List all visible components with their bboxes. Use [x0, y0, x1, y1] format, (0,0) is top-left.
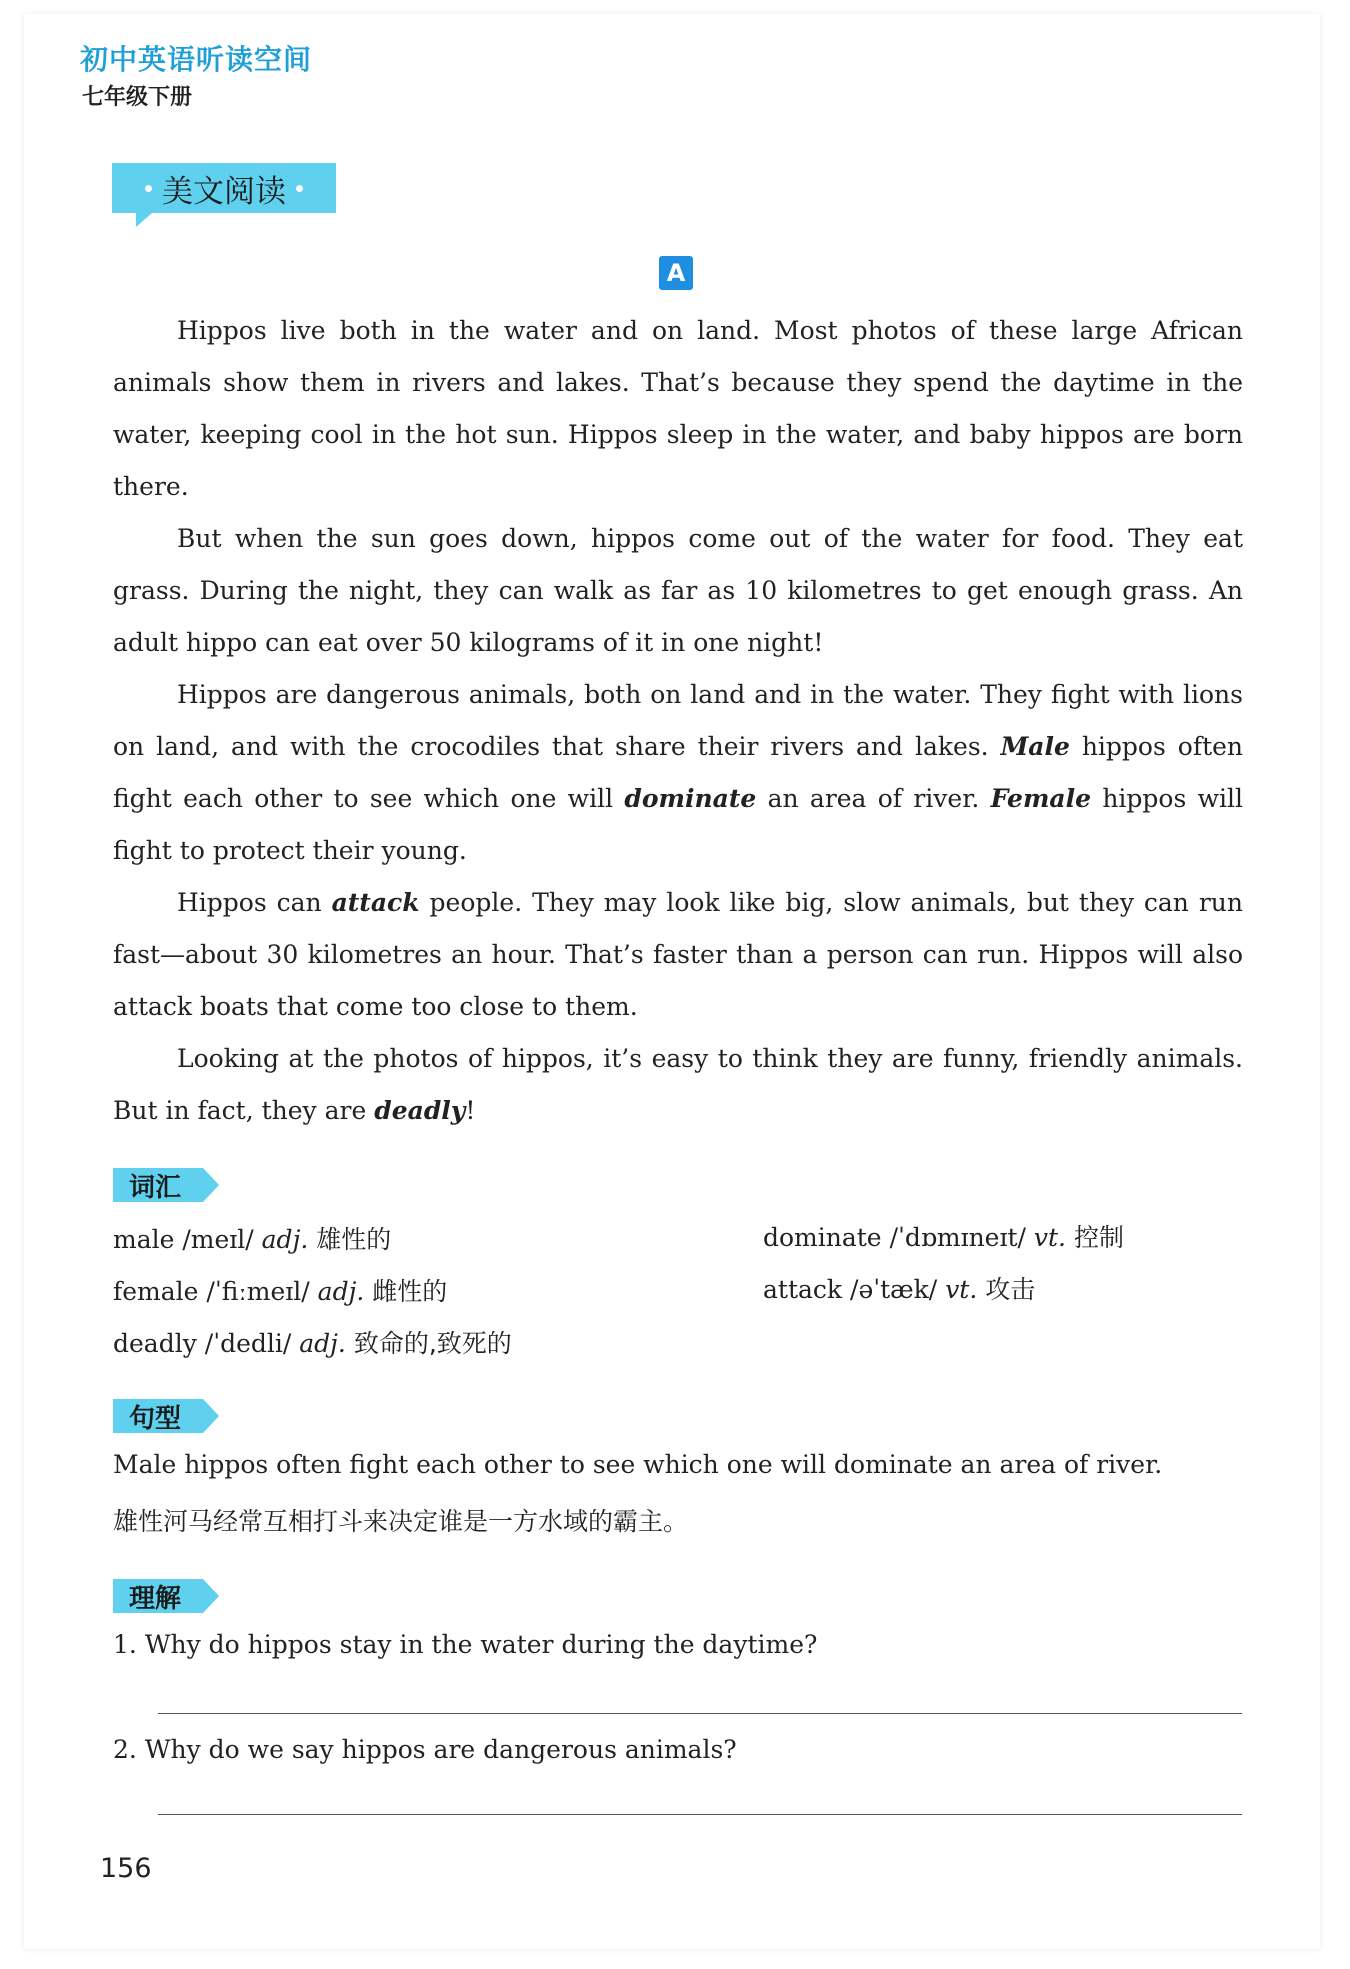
- vocab-word: deadly: [113, 1329, 197, 1358]
- text-span: Looking at the photos of hippos, it’s easy to think they are funny, friendly animals. But in fact, they are: [113, 1044, 1243, 1125]
- text-span: !: [465, 1096, 476, 1125]
- vocab-word: male: [113, 1225, 175, 1254]
- tag-arrow: [203, 1579, 219, 1613]
- question-number: 2.: [113, 1735, 137, 1764]
- text-span: hippos will fight to protect their young.: [113, 784, 1243, 865]
- banner-tail: [136, 213, 152, 227]
- keyword-male: Male: [1000, 732, 1070, 761]
- answer-line-2[interactable]: [158, 1814, 1242, 1815]
- paragraph-5: [113, 1033, 1243, 1137]
- vocab-item-attack: [763, 1270, 1035, 1306]
- vocab-phonetic: /meɪl/: [182, 1225, 254, 1254]
- vocab-meaning: 雄性的: [316, 1225, 392, 1254]
- section-title: 美文阅读: [162, 173, 286, 210]
- page-number: 156: [100, 1853, 152, 1884]
- vocab-phonetic: /ˈdedli/: [204, 1329, 292, 1358]
- question-text: Why do hippos stay in the water during the daytime?: [144, 1630, 818, 1659]
- vocab-word: female: [113, 1277, 199, 1306]
- keyword-female: Female: [990, 784, 1092, 813]
- vocab-meaning: 致命的,致死的: [353, 1329, 512, 1358]
- keyword-dominate: dominate: [624, 784, 757, 813]
- comprehension-label: 理解: [113, 1579, 203, 1613]
- text-span: Hippos can: [177, 888, 322, 917]
- answer-line-1[interactable]: [158, 1713, 1242, 1714]
- vocab-item-female: [113, 1272, 447, 1308]
- text-span: people. They may look like big, slow animals, but they can run fast—about 30 kilometres an hour. That’s faster than a person can run. Hippos will also attack boats that come too close to them.: [113, 888, 1243, 1021]
- vocab-item-deadly: [113, 1324, 512, 1360]
- vocab-word: dominate: [763, 1223, 882, 1252]
- vocab-pos: adj.: [261, 1225, 309, 1254]
- paragraph-3: [113, 669, 1243, 877]
- vocabulary-label: 词汇: [113, 1168, 203, 1202]
- grade-label: 七年级下册: [82, 84, 193, 110]
- comprehension-tag: [113, 1579, 221, 1613]
- vocab-phonetic: /əˈtæk/: [850, 1275, 938, 1304]
- vocab-word: attack: [763, 1275, 843, 1304]
- question-number: 1.: [113, 1630, 137, 1659]
- keyword-attack: attack: [331, 888, 420, 917]
- section-banner: [112, 163, 336, 213]
- sentence-chinese: 雄性河马经常互相打斗来决定谁是一方水域的霸主。: [113, 1507, 689, 1536]
- text-span: hippos often fight each other to see which one will: [113, 732, 1244, 813]
- keyword-deadly: deadly: [374, 1096, 466, 1125]
- sentence-pattern-label: 句型: [113, 1399, 203, 1433]
- question-text: Why do we say hippos are dangerous animals?: [144, 1735, 737, 1764]
- tag-arrow: [203, 1399, 219, 1433]
- text-span: Hippos are dangerous animals, both on land and in the water. They fight with lions on land, and with the crocodiles that share their rivers and lakes.: [113, 680, 1243, 761]
- paragraph-4: [113, 877, 1243, 1033]
- vocab-pos: vt.: [945, 1275, 978, 1304]
- paragraph-2: But when the sun goes down, hippos come out of the water for food. They eat grass. During the night, they can walk as far as 10 kilometres to get enough grass. An adult hippo can eat over 50 kilograms of it in one night!: [113, 524, 1243, 657]
- vocab-item-dominate: [763, 1218, 1124, 1254]
- vocab-item-male: [113, 1220, 391, 1256]
- vocab-meaning: 控制: [1073, 1223, 1124, 1252]
- article: [113, 305, 1243, 1137]
- tag-arrow: [203, 1168, 219, 1202]
- vocab-meaning: 雌性的: [372, 1277, 448, 1306]
- text-span: an area of river.: [767, 784, 980, 813]
- vocab-pos: vt.: [1033, 1223, 1067, 1252]
- sentence-english: Male hippos often fight each other to see which one will dominate an area of river.: [113, 1450, 1163, 1479]
- vocab-meaning: 攻击: [985, 1275, 1036, 1304]
- vocabulary-tag: [113, 1168, 221, 1202]
- paragraph-1: Hippos live both in the water and on land. Most photos of these large African animals show them in rivers and lakes. That’s because they spend the daytime in the water, keeping cool in the hot sun. Hippos sleep in the water, and baby hippos are born there.: [113, 316, 1243, 501]
- question-1: [113, 1630, 817, 1659]
- sentence-pattern-tag: [113, 1399, 221, 1433]
- vocab-phonetic: /ˈfiːmeɪl/: [206, 1277, 310, 1306]
- passage-label-badge: A: [659, 256, 693, 290]
- book-title: 初中英语听读空间: [80, 43, 313, 76]
- vocab-pos: adj.: [317, 1277, 365, 1306]
- vocab-phonetic: /ˈdɒmɪneɪt/: [889, 1223, 1026, 1252]
- vocab-pos: adj.: [299, 1329, 346, 1358]
- question-2: [113, 1735, 737, 1764]
